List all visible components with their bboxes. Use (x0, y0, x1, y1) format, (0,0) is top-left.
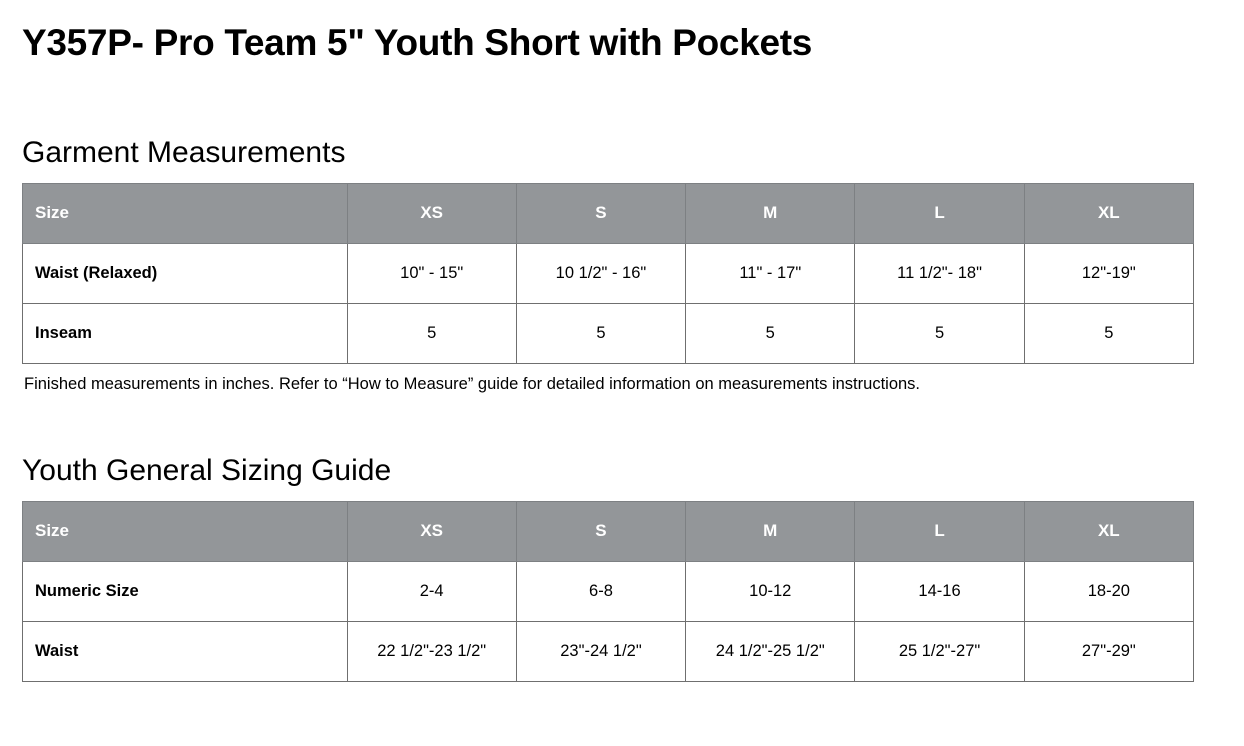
title-spacer (22, 65, 1198, 135)
row-label: Waist (23, 621, 348, 681)
column-header-size: Size (23, 501, 348, 561)
youth-sizing-guide-table (22, 501, 1194, 682)
cell-xs: 22 1/2"-23 1/2" (347, 621, 516, 681)
cell-xs: 2-4 (347, 561, 516, 621)
column-header-size: Size (23, 183, 348, 243)
cell-m: 24 1/2"-25 1/2" (686, 621, 855, 681)
section-heading: Youth General Sizing Guide (22, 453, 392, 487)
cell-s: 10 1/2" - 16" (516, 243, 685, 303)
table-row (23, 561, 1194, 621)
section-spacer (22, 395, 1198, 453)
cell-m: 11" - 17" (686, 243, 855, 303)
column-header-xs: XS (347, 501, 516, 561)
cell-xs: 10" - 15" (347, 243, 516, 303)
column-header-m: M (686, 183, 855, 243)
table-row (23, 621, 1194, 681)
cell-m: 10-12 (686, 561, 855, 621)
cell-s: 6-8 (516, 561, 685, 621)
section-youth-general-sizing-guide (22, 453, 1198, 682)
table-header (23, 501, 1194, 561)
column-header-xl: XL (1024, 183, 1193, 243)
cell-s: 23"-24 1/2" (516, 621, 685, 681)
cell-xs: 5 (347, 303, 516, 363)
column-header-m: M (686, 501, 855, 561)
row-label: Waist (Relaxed) (23, 243, 348, 303)
cell-xl: 12"-19" (1024, 243, 1193, 303)
table-body (23, 243, 1194, 363)
table-header (23, 183, 1194, 243)
column-header-s: S (516, 183, 685, 243)
table-note: Finished measurements in inches. Refer to “How to Measure” guide for detailed information on measurements instructions. (24, 374, 921, 393)
section-heading: Garment Measurements (22, 135, 346, 169)
cell-xl: 27"-29" (1024, 621, 1193, 681)
garment-measurements-table (22, 183, 1194, 364)
column-header-l: L (855, 501, 1024, 561)
column-header-xl: XL (1024, 501, 1193, 561)
column-header-s: S (516, 501, 685, 561)
cell-m: 5 (686, 303, 855, 363)
table-row (23, 243, 1194, 303)
row-label: Inseam (23, 303, 348, 363)
cell-l: 25 1/2"-27" (855, 621, 1024, 681)
table-header-row (23, 183, 1194, 243)
page-title: Y357P- Pro Team 5" Youth Short with Pockets (22, 22, 813, 63)
cell-xl: 5 (1024, 303, 1193, 363)
section-garment-measurements (22, 135, 1198, 395)
cell-l: 11 1/2"- 18" (855, 243, 1024, 303)
row-label: Numeric Size (23, 561, 348, 621)
cell-xl: 18-20 (1024, 561, 1193, 621)
table-body (23, 561, 1194, 681)
cell-l: 5 (855, 303, 1024, 363)
table-header-row (23, 501, 1194, 561)
cell-l: 14-16 (855, 561, 1024, 621)
column-header-l: L (855, 183, 1024, 243)
cell-s: 5 (516, 303, 685, 363)
column-header-xs: XS (347, 183, 516, 243)
table-row (23, 303, 1194, 363)
